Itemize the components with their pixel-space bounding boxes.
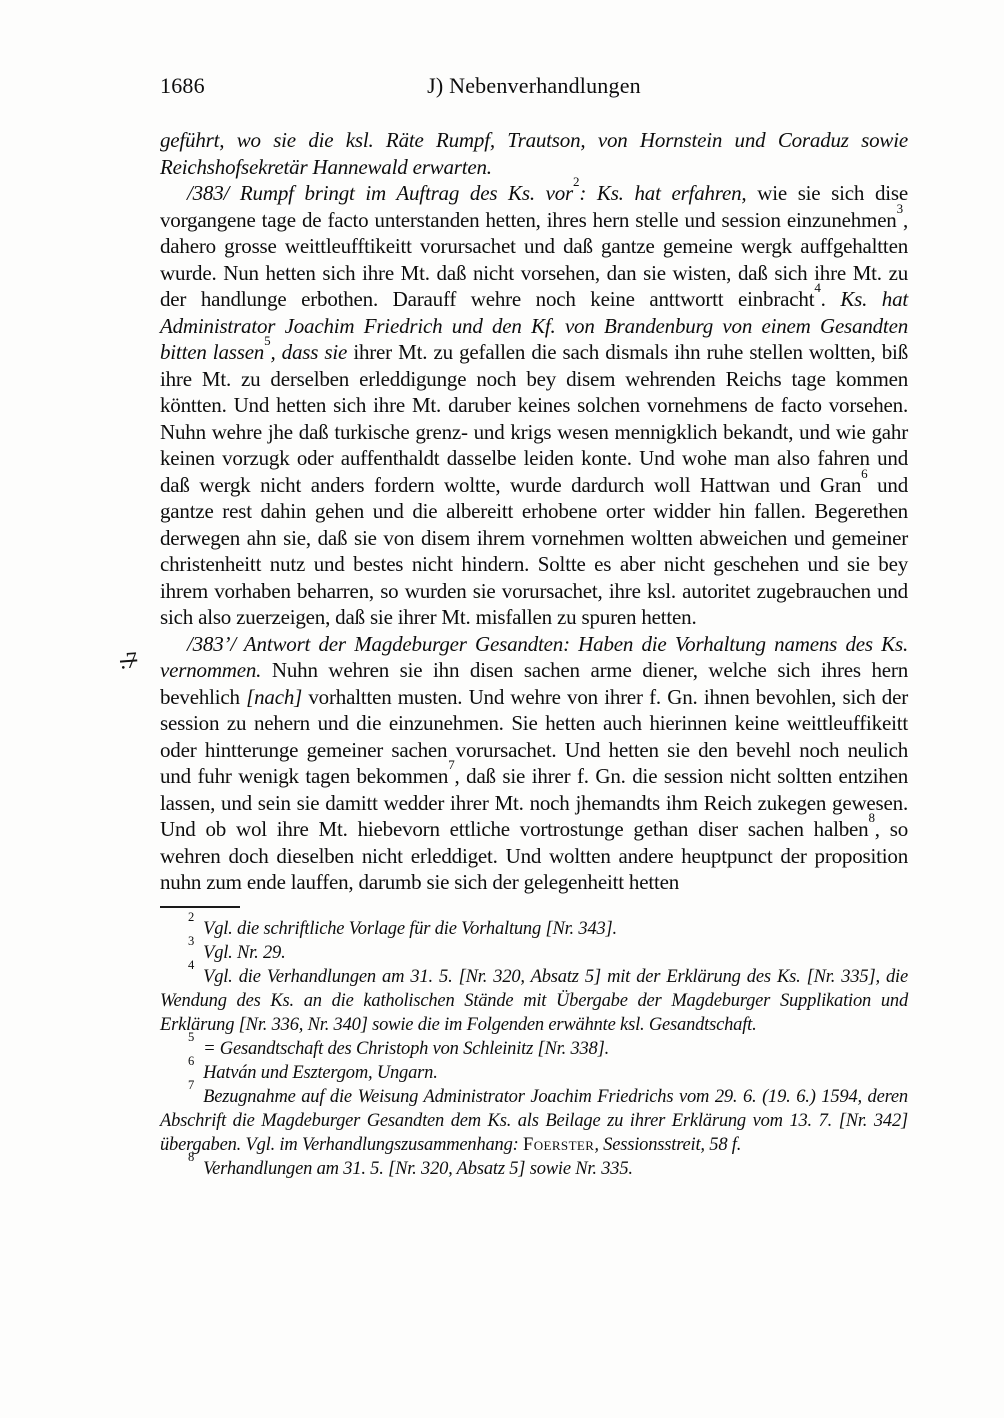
footnote-7 <box>160 1078 908 1157</box>
footnote-ref-6: 6 <box>861 465 868 481</box>
text-run: Nuhn wehren sie ihn disen sachen arme diener, welche sich ihres hern bevehlich <box>160 658 908 709</box>
text-run: Ks. hat Administrator Joachim Friedrich und den Kf. von Brandenburg von einem Gesandten bitten lassen <box>160 287 909 364</box>
footnote-text: Vgl. die schriftliche Vorlage für die Vorhaltung [Nr. 343]. <box>203 918 617 939</box>
footnote-text: Bezugnahme auf die Weisung Administrator Joachim Friedrichs vom 29. 6. (19. 6.) 1594, deren Abschrift die Magdeburger Gesandten dem Ks. als Beilage zu ihrer Erklärung vom 13. 7. [Nr. 342] übergaben. Vgl. im Verhandlungszusammenhang: <box>160 1086 908 1155</box>
paragraph-continuation <box>160 127 908 180</box>
footnote-text: Vgl. die Verhandlungen am 31. 5. [Nr. 320, Absatz 5] mit der Erklärung des Ks. [Nr. 335], die Wendung des Ks. an die katholischen Stände mit Übergabe der Magdeburger Supplikation und Erklärung [Nr. 336, Nr. 340] sowie die im Folgenden erwähnte ksl. Gesandtschaft. <box>160 966 908 1035</box>
text-run: : Ks. hat erfahren, <box>579 181 747 205</box>
footnote-separator-rule <box>160 906 240 908</box>
text-run: , so wehren doch dieselben nicht erleddiget. Und woltten andere heuptpunct der proposition nuhn zum ende lauffen, darumb sie sich der gelegenheitt hetten <box>160 817 909 894</box>
footnote-ref-3: 3 <box>896 200 903 216</box>
footnote-5 <box>160 1030 908 1061</box>
text-run: [nach] <box>246 684 303 709</box>
footnote-3 <box>160 934 908 965</box>
footnote-author-smallcaps: Foerster <box>523 1134 595 1155</box>
footnote-number: 2 <box>188 910 195 925</box>
text-run: geführt, wo sie die ksl. Räte Rumpf, Trautson, von Hornstein und Coraduz sowie Reichshofsekretär Hannewald erwarten. <box>160 128 908 179</box>
text-run: wie sie sich dise vorgangene tage de facto unterstanden hetten, ihres hern stelle und session einzunehmen <box>160 181 908 232</box>
text-run: und gantze rest dahin gehen und die albereitt erhobene orter widder hin fallen. Begerethen derwegen ahn sie, daß sie von disem ihrem vornehmen woltten abweichen und gemeiner christenheitt nutz und bestes nicht hindern. Soltte es aber nicht geschehen und sie bey ihrem vorhaben beharren, so wurden sie vorursachet, ihre ksl. autoritet zugebrauchen und sich also zuerzeigen, daß sie ihrer Mt. misfallen zu spuren hetten. <box>160 472 908 629</box>
text-run: , dahero grosse weittleufftikeitt vorursachet und daß gantze gemeine wergk auffgehaltten wurde. Nun hetten sich ihre Mt. daß nicht vorsehen, dan sie wisten, daß sich ihre Mt. zu der handlunge erbothen. Darauff wehre noch keine anttwortt einbracht <box>160 207 908 311</box>
text-run: vorhaltten musten. Und wehre von ihrer f. Gn. ihnen bevohlen, sich der session zu nehern und die einzunehmen. Sie hetten auch hierinnen keine weittleuffikeitt oder hintterunge gemeiner sachen vorursachet. Und hetten sie den bevehl noch neulich und fuhr wenigk tagen bekommen <box>160 684 909 788</box>
footnote-number: 7 <box>188 1078 195 1093</box>
footnotes-section <box>160 906 908 1181</box>
running-head-title: J) Nebenverhandlungen <box>427 73 641 98</box>
footnote-ref-4: 4 <box>814 280 821 296</box>
footnote-number: 6 <box>188 1054 195 1069</box>
footnote-ref-8: 8 <box>868 810 875 826</box>
footnote-ref-7: 7 <box>448 757 455 773</box>
text-run: /383’/ Antwort der Magdeburger Gesandten: Haben die Vorhaltung namens des Ks. vernommen. <box>160 631 908 682</box>
text-run: , daß sie ihrer f. Gn. die session nicht soltten entzihen lassen, und sein sie damitt wedder ihrer Mt. noch jhemandts ihm Reich zukegen gewesen. Und ob wol ihre Mt. hiebevorn ettliche vortrostunge gethan diser sachen halben <box>160 764 908 841</box>
footnote-text: Verhandlungen am 31. 5. [Nr. 320, Absatz 5] sowie Nr. 335. <box>203 1158 633 1179</box>
footnote-2 <box>160 910 908 941</box>
footnote-ref-5: 5 <box>264 333 271 349</box>
footnote-number: 8 <box>188 1150 195 1165</box>
footnote-text: = Gesandtschaft des Christoph von Schleinitz [Nr. 338]. <box>203 1038 610 1059</box>
text-run: ihrer Mt. zu gefallen die sach dismals ihn ruhe stellen woltten, biß ihre Mt. zu derselben erleddigunge noch bey disem wehrenden Reichs tage kommen köntten. Und hetten sich ihre Mt. daruber keines solchen vornehmens de facto vorsehen. Nuhn wehre jhe daß turkische grenz- und krigs wesen mennigklich bekandt, und wie gahr keinen vorzugk oder auffenthaldt dasselbe leiden konte. Und wohe man also fahren und daß wergk nicht anders fordern woltte, wurde dardurch woll Hattwan und Gran <box>160 340 908 497</box>
paragraph-383v-antwort <box>160 631 908 896</box>
footnote-text: Vgl. Nr. 29. <box>203 942 286 963</box>
footnote-8 <box>160 1150 908 1181</box>
text-run: , dass sie <box>270 340 354 364</box>
page-number: 1686 <box>160 73 205 98</box>
footnote-text: , Sessionsstreit, 58 f. <box>594 1134 742 1155</box>
running-header <box>160 73 908 101</box>
footnote-ref-2: 2 <box>573 174 580 190</box>
main-text-block <box>160 127 908 896</box>
footnote-text: Hatván und Esztergom, Ungarn. <box>203 1062 438 1083</box>
footnote-number: 4 <box>188 958 195 973</box>
paragraph-383-rumpf <box>160 174 909 631</box>
margin-annotation: .7 <box>119 647 139 674</box>
footnote-6 <box>160 1054 908 1085</box>
footnote-number: 5 <box>188 1030 195 1045</box>
footnote-4 <box>160 958 908 1037</box>
text-run: /383/ Rumpf bringt im Auftrag des Ks. vor <box>187 181 574 205</box>
text-run: . <box>820 287 841 311</box>
footnote-number: 3 <box>188 934 195 949</box>
